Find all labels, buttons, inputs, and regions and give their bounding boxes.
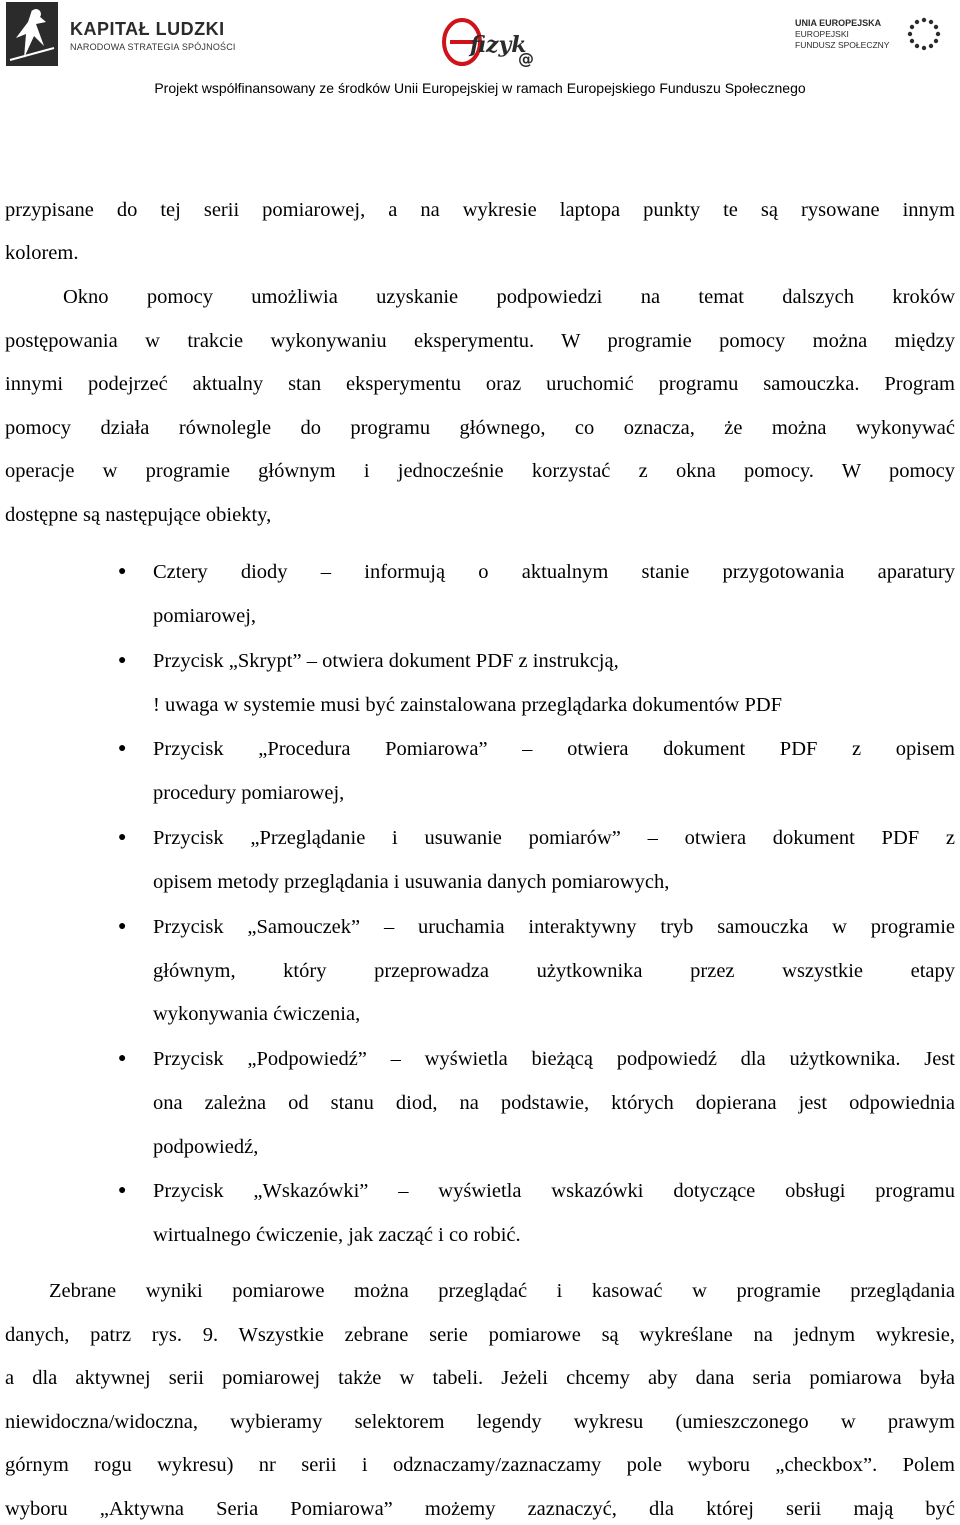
paragraph-line: wyboru „Aktywna Seria Pomiarowa” możemy zaznaczyć, dla której serii mają być bbox=[5, 1498, 955, 1520]
eu-logo bbox=[790, 14, 950, 60]
list-item-line: głównym, który przeprowadza użytkownika przez wszystkie etapy bbox=[153, 960, 955, 982]
bullet-icon: ● bbox=[118, 1051, 127, 1066]
eu-flag-icon bbox=[902, 14, 946, 54]
paragraph-line: pomocy działa równolegle do programu głównego, co oznacza, że można wykonywać bbox=[5, 417, 955, 439]
kapital-ludzki-subtitle: NARODOWA STRATEGIA SPÓJNOŚCI bbox=[70, 42, 236, 52]
bullet-icon: ● bbox=[118, 564, 127, 579]
kapital-ludzki-title: KAPITAŁ LUDZKI bbox=[70, 19, 225, 39]
list-item-line: Przycisk „Przeglądanie i usuwanie pomiarów” – otwiera dokument PDF z bbox=[153, 827, 955, 849]
list-item-line: pomiarowej, bbox=[153, 605, 257, 627]
list-item-line: wirtualnego ćwiczenie, jak zacząć i co robić. bbox=[153, 1224, 521, 1246]
paragraph-line: operacje w programie głównym i jednocześnie korzystać z okna pomocy. W pomocy bbox=[5, 460, 955, 482]
list-item-line: opisem metody przeglądania i usuwania danych pomiarowych, bbox=[153, 871, 670, 893]
paragraph-line: Okno pomocy umożliwia uzyskanie podpowiedzi na temat dalszych kroków bbox=[63, 286, 955, 308]
paragraph-line: niewidoczna/widoczna, wybieramy selektorem legendy wykresu (umieszczonego w prawym bbox=[5, 1411, 955, 1433]
paragraph-line: górnym rogu wykresu) nr serii i odznaczamy/zaznaczamy pole wyboru „checkbox”. Polem bbox=[5, 1454, 955, 1476]
bullet-icon: ● bbox=[118, 653, 127, 668]
list-item-line: ona zależna od stanu diod, na podstawie, których dopierana jest odpowiednia bbox=[153, 1092, 955, 1114]
eu-fund-line1: EUROPEJSKI bbox=[795, 29, 849, 39]
bullet-icon: ● bbox=[118, 741, 127, 756]
list-item-line: podpowiedź, bbox=[153, 1136, 259, 1158]
list-item-line: Przycisk „Skrypt” – otwiera dokument PDF z instrukcją, bbox=[153, 650, 619, 672]
list-item-line: Przycisk „Samouczek” – uruchamia interaktywny tryb samouczka w programie bbox=[153, 916, 955, 938]
kapital-ludzki-emblem-icon bbox=[6, 2, 58, 66]
list-item-line: ! uwaga w systemie musi być zainstalowana przeglądarka dokumentów PDF bbox=[153, 694, 783, 716]
list-item-line: procedury pomiarowej, bbox=[153, 782, 345, 804]
paragraph-line: kolorem. bbox=[5, 242, 79, 264]
page-header bbox=[0, 0, 960, 110]
svg-text:@: @ bbox=[518, 49, 534, 68]
eu-fund-line2: FUNDUSZ SPOŁECZNY bbox=[795, 40, 890, 50]
paragraph-line: postępowania w trakcie wykonywaniu eksperymentu. W programie pomocy można między bbox=[5, 330, 955, 352]
paragraph-line: a dla aktywnej serii pomiarowej także w tabeli. Jeżeli chcemy aby dana seria pomiarowa była bbox=[5, 1367, 955, 1389]
kapital-ludzki-logo bbox=[6, 2, 236, 68]
efizyka-logo bbox=[440, 12, 540, 72]
paragraph-line: dostępne są następujące obiekty, bbox=[5, 504, 272, 526]
svg-text:fizyk: fizyk bbox=[470, 32, 527, 58]
bullet-icon: ● bbox=[118, 919, 127, 934]
list-item-line: Przycisk „Wskazówki” – wyświetla wskazówki dotyczące obsługi programu bbox=[153, 1180, 955, 1202]
eu-union-label: UNIA EUROPEJSKA bbox=[795, 18, 882, 28]
paragraph-line: Zebrane wyniki pomiarowe można przeglądać i kasować w programie przeglądania bbox=[49, 1280, 955, 1302]
list-item-line: wykonywania ćwiczenia, bbox=[153, 1003, 361, 1025]
paragraph-line: innymi podejrzeć aktualny stan eksperymentu oraz uruchomić programu samouczka. Program bbox=[5, 373, 955, 395]
paragraph-line: przypisane do tej serii pomiarowej, a na wykresie laptopa punkty te są rysowane innym bbox=[5, 199, 955, 221]
project-cofinancing-line: Projekt współfinansowany ze środków Unii Europejskiej w ramach Europejskiego Funduszu Społecznego bbox=[154, 80, 806, 96]
list-item-line: Przycisk „Podpowiedź” – wyświetla bieżącą podpowiedź dla użytkownika. Jest bbox=[153, 1048, 955, 1070]
list-item-line: Przycisk „Procedura Pomiarowa” – otwiera dokument PDF z opisem bbox=[153, 738, 955, 760]
bullet-icon: ● bbox=[118, 1183, 127, 1198]
list-item-line: Cztery diody – informują o aktualnym stanie przygotowania aparatury bbox=[153, 561, 955, 583]
bullet-icon: ● bbox=[118, 830, 127, 845]
paragraph-line: danych, patrz rys. 9. Wszystkie zebrane serie pomiarowe są wykreślane na jednym wykresie, bbox=[5, 1324, 955, 1346]
